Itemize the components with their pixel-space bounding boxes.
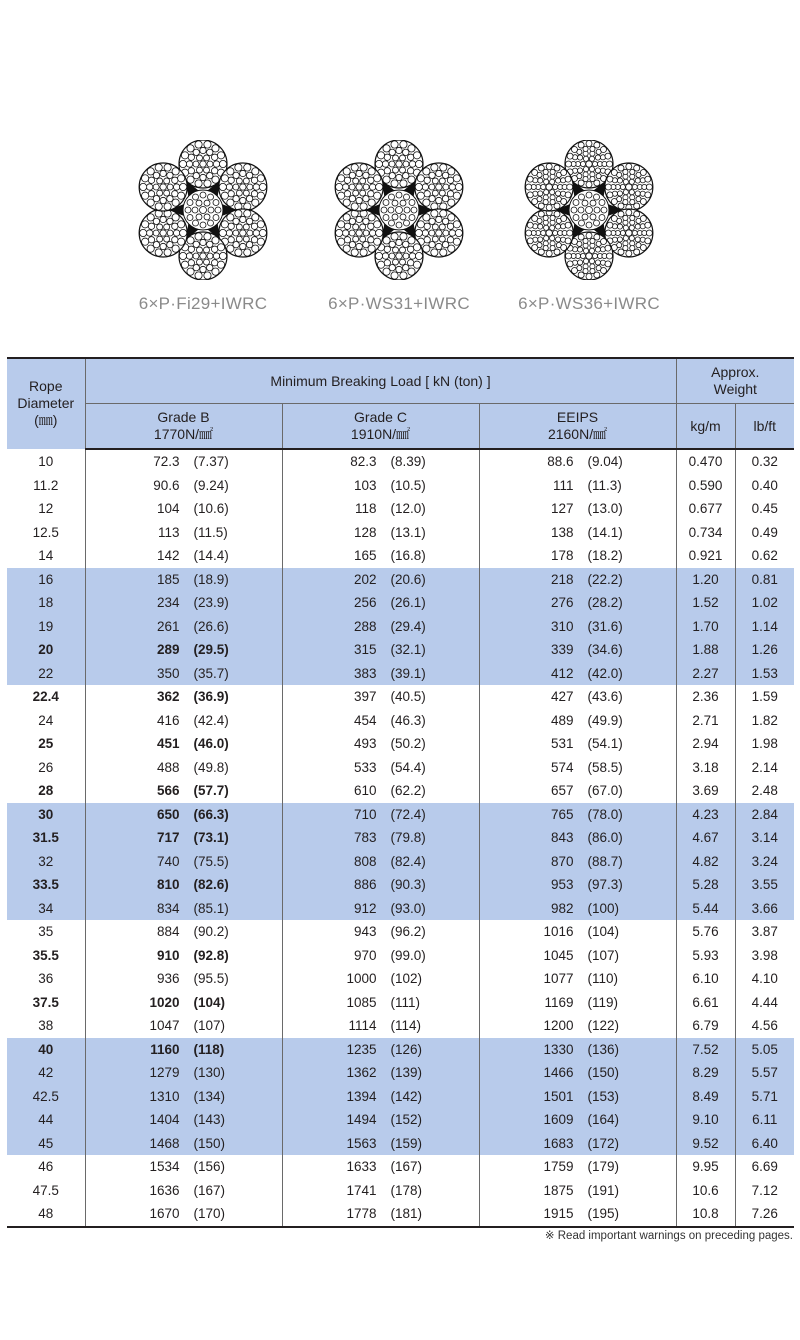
cell-c: 256 (26.1) (282, 591, 479, 615)
cell-c: 808 (82.4) (282, 850, 479, 874)
cell-b: 113 (11.5) (85, 521, 282, 545)
cell-b: 1636 (167) (85, 1179, 282, 1203)
table-row (7, 685, 794, 709)
cell-b: 350 (35.7) (85, 662, 282, 686)
cell-c: 943 (96.2) (282, 920, 479, 944)
cell-lb-per-ft: 3.14 (735, 826, 794, 850)
cell-c: 912 (93.0) (282, 897, 479, 921)
table-row (7, 568, 794, 592)
cell-e: 765 (78.0) (479, 803, 676, 827)
cell-b: 1468 (150) (85, 1132, 282, 1156)
cell-lb-per-ft: 2.48 (735, 779, 794, 803)
cell-b: 650 (66.3) (85, 803, 282, 827)
cell-kg-per-m: 0.677 (676, 497, 735, 521)
cell-b: 1310 (134) (85, 1085, 282, 1109)
rope-figure-ws36 (489, 140, 689, 314)
cell-diameter: 40 (7, 1038, 85, 1062)
table-row (7, 991, 794, 1015)
rope-cross-section-fi29-image (133, 140, 273, 280)
cell-b: 1047 (107) (85, 1014, 282, 1038)
cell-b: 72.3 (7.37) (85, 449, 282, 474)
cell-lb-per-ft: 7.12 (735, 1179, 794, 1203)
cell-b: 261 (26.6) (85, 615, 282, 639)
table-row (7, 709, 794, 733)
cell-diameter: 44 (7, 1108, 85, 1132)
cell-lb-per-ft: 6.40 (735, 1132, 794, 1156)
cell-kg-per-m: 5.44 (676, 897, 735, 921)
cell-lb-per-ft: 7.26 (735, 1202, 794, 1227)
cell-diameter: 30 (7, 803, 85, 827)
cell-kg-per-m: 2.27 (676, 662, 735, 686)
header-grade-b: Grade B 1770N/㎟ (85, 404, 282, 450)
cell-c: 783 (79.8) (282, 826, 479, 850)
cell-kg-per-m: 1.88 (676, 638, 735, 662)
table-row (7, 803, 794, 827)
cell-lb-per-ft: 1.82 (735, 709, 794, 733)
cell-e: 1330 (136) (479, 1038, 676, 1062)
rope-figures (0, 140, 800, 330)
cell-c: 1362 (139) (282, 1061, 479, 1085)
rope-cross-section-ws31-image (329, 140, 469, 280)
cell-e: 843 (86.0) (479, 826, 676, 850)
rope-cross-section-ws36-image (519, 140, 659, 280)
cell-lb-per-ft: 6.69 (735, 1155, 794, 1179)
cell-e: 1759 (179) (479, 1155, 676, 1179)
cell-diameter: 16 (7, 568, 85, 592)
cell-lb-per-ft: 3.87 (735, 920, 794, 944)
table-row (7, 497, 794, 521)
cell-b: 416 (42.4) (85, 709, 282, 733)
cell-c: 202 (20.6) (282, 568, 479, 592)
cell-diameter: 34 (7, 897, 85, 921)
rope-figure-ws31 (299, 140, 499, 314)
cell-kg-per-m: 1.20 (676, 568, 735, 592)
cell-lb-per-ft: 3.24 (735, 850, 794, 874)
cell-c: 82.3 (8.39) (282, 449, 479, 474)
cell-b: 185 (18.9) (85, 568, 282, 592)
cell-kg-per-m: 7.52 (676, 1038, 735, 1062)
cell-kg-per-m: 6.10 (676, 967, 735, 991)
table-row (7, 1014, 794, 1038)
table-row (7, 474, 794, 498)
cell-diameter: 47.5 (32, 1182, 59, 1198)
table-row (7, 521, 794, 545)
table-row (7, 897, 794, 921)
cell-e: 1875 (191) (479, 1179, 676, 1203)
cell-diameter: 22.4 (32, 689, 59, 705)
cell-e: 339 (34.6) (479, 638, 676, 662)
cell-c: 1114 (114) (282, 1014, 479, 1038)
cell-diameter: 32 (7, 850, 85, 874)
cell-e: 1045 (107) (479, 944, 676, 968)
cell-e: 870 (88.7) (479, 850, 676, 874)
cell-c: 970 (99.0) (282, 944, 479, 968)
cell-kg-per-m: 3.18 (676, 756, 735, 780)
cell-kg-per-m: 1.52 (676, 591, 735, 615)
table-row (7, 615, 794, 639)
cell-b: 289 (29.5) (85, 638, 282, 662)
cell-b: 717 (73.1) (85, 826, 282, 850)
cell-diameter: 20 (7, 638, 85, 662)
cell-diameter: 19 (7, 615, 85, 639)
table-row (7, 1108, 794, 1132)
cell-diameter: 48 (7, 1202, 85, 1227)
cell-e: 1200 (122) (479, 1014, 676, 1038)
cell-lb-per-ft: 3.66 (735, 897, 794, 921)
cell-kg-per-m: 1.70 (676, 615, 735, 639)
cell-c: 533 (54.4) (282, 756, 479, 780)
cell-kg-per-m: 9.95 (676, 1155, 735, 1179)
cell-lb-per-ft: 1.59 (735, 685, 794, 709)
cell-b: 1160 (118) (85, 1038, 282, 1062)
cell-diameter: 11.2 (33, 477, 59, 493)
cell-e: 1915 (195) (479, 1202, 676, 1227)
cell-e: 88.6 (9.04) (479, 449, 676, 474)
table-row (7, 1202, 794, 1227)
cell-kg-per-m: 10.8 (676, 1202, 735, 1227)
table-row (7, 591, 794, 615)
cell-lb-per-ft: 1.53 (735, 662, 794, 686)
cell-e: 1683 (172) (479, 1132, 676, 1156)
cell-kg-per-m: 2.71 (676, 709, 735, 733)
cell-lb-per-ft: 1.02 (735, 591, 794, 615)
cell-e: 1609 (164) (479, 1108, 676, 1132)
cell-lb-per-ft: 0.32 (735, 449, 794, 474)
cell-diameter: 36 (38, 971, 54, 987)
breaking-load-table (7, 357, 794, 1228)
cell-kg-per-m: 6.61 (676, 991, 735, 1015)
cell-diameter: 42.5 (7, 1085, 85, 1109)
header-kg-per-m: kg/m (676, 404, 735, 450)
cell-e: 218 (22.2) (479, 568, 676, 592)
cell-c: 610 (62.2) (282, 779, 479, 803)
cell-kg-per-m: 5.93 (676, 944, 735, 968)
rope-figure-fi29 (103, 140, 303, 314)
table-row (7, 850, 794, 874)
table-row (7, 1085, 794, 1109)
cell-diameter: 35.5 (32, 947, 59, 963)
cell-e: 953 (97.3) (479, 873, 676, 897)
cell-e: 111 (11.3) (479, 474, 676, 498)
cell-diameter: 37.5 (32, 994, 59, 1010)
cell-b: 488 (49.8) (85, 756, 282, 780)
cell-b: 362 (36.9) (85, 685, 282, 709)
table-row (7, 449, 794, 474)
cell-c: 1394 (142) (282, 1085, 479, 1109)
cell-lb-per-ft: 0.81 (735, 568, 794, 592)
cell-kg-per-m: 4.82 (676, 850, 735, 874)
table-row (7, 638, 794, 662)
rope-caption-ws31: 6×P·WS31+IWRC (328, 294, 470, 313)
cell-b: 1279 (130) (85, 1061, 282, 1085)
cell-kg-per-m: 4.67 (676, 826, 735, 850)
header-minimum-breaking-load: Minimum Breaking Load [ kN (ton) ] (85, 358, 676, 404)
cell-c: 288 (29.4) (282, 615, 479, 639)
cell-kg-per-m: 0.734 (676, 521, 735, 545)
cell-kg-per-m: 9.10 (676, 1108, 735, 1132)
cell-c: 454 (46.3) (282, 709, 479, 733)
cell-diameter: 12 (38, 501, 54, 517)
cell-e: 489 (49.9) (479, 709, 676, 733)
header-rope-diameter: Rope Diameter (㎜) (7, 358, 85, 449)
cell-c: 165 (16.8) (282, 544, 479, 568)
cell-diameter: 14 (38, 548, 54, 564)
cell-b: 1404 (143) (85, 1108, 282, 1132)
cell-c: 1741 (178) (282, 1179, 479, 1203)
rope-caption-ws36: 6×P·WS36+IWRC (518, 294, 660, 313)
cell-kg-per-m: 5.76 (676, 920, 735, 944)
footnote-warning: ※ Read important warnings on preceding pages. (544, 1230, 793, 1242)
cell-diameter: 33.5 (7, 873, 85, 897)
table-row (7, 779, 794, 803)
cell-b: 566 (57.7) (85, 779, 282, 803)
cell-c: 886 (90.3) (282, 873, 479, 897)
cell-diameter: 31.5 (7, 826, 85, 850)
cell-e: 276 (28.2) (479, 591, 676, 615)
cell-b: 936 (95.5) (85, 967, 282, 991)
table-row (7, 944, 794, 968)
cell-e: 1169 (119) (479, 991, 676, 1015)
cell-lb-per-ft: 6.11 (735, 1108, 794, 1132)
cell-e: 531 (54.1) (479, 732, 676, 756)
cell-kg-per-m: 2.94 (676, 732, 735, 756)
table-row (7, 1132, 794, 1156)
cell-c: 103 (10.5) (282, 474, 479, 498)
cell-e: 310 (31.6) (479, 615, 676, 639)
cell-kg-per-m: 10.6 (676, 1179, 735, 1203)
cell-b: 234 (23.9) (85, 591, 282, 615)
table-row (7, 756, 794, 780)
cell-diameter: 25 (38, 736, 54, 752)
cell-lb-per-ft: 1.14 (735, 615, 794, 639)
cell-lb-per-ft: 1.98 (735, 732, 794, 756)
cell-diameter: 10 (38, 454, 54, 469)
cell-diameter: 38 (38, 1018, 54, 1034)
cell-c: 118 (12.0) (282, 497, 479, 521)
cell-kg-per-m: 0.590 (676, 474, 735, 498)
cell-b: 90.6 (9.24) (85, 474, 282, 498)
cell-lb-per-ft: 1.26 (735, 638, 794, 662)
table-row (7, 1038, 794, 1062)
cell-lb-per-ft: 2.14 (735, 756, 794, 780)
cell-e: 1501 (153) (479, 1085, 676, 1109)
table-row (7, 1155, 794, 1179)
cell-diameter: 35 (38, 924, 54, 940)
cell-kg-per-m: 6.79 (676, 1014, 735, 1038)
table-row (7, 873, 794, 897)
cell-diameter: 28 (38, 783, 54, 799)
table-row (7, 662, 794, 686)
cell-lb-per-ft: 0.40 (735, 474, 794, 498)
cell-b: 834 (85.1) (85, 897, 282, 921)
cell-kg-per-m: 2.36 (676, 685, 735, 709)
cell-b: 1670 (170) (85, 1202, 282, 1227)
cell-kg-per-m: 0.921 (676, 544, 735, 568)
cell-c: 710 (72.4) (282, 803, 479, 827)
cell-c: 1778 (181) (282, 1202, 479, 1227)
cell-kg-per-m: 8.49 (676, 1085, 735, 1109)
cell-e: 427 (43.6) (479, 685, 676, 709)
cell-lb-per-ft: 2.84 (735, 803, 794, 827)
table-row (7, 826, 794, 850)
cell-c: 1633 (167) (282, 1155, 479, 1179)
cell-c: 493 (50.2) (282, 732, 479, 756)
cell-b: 740 (75.5) (85, 850, 282, 874)
cell-lb-per-ft: 0.62 (735, 544, 794, 568)
header-approx-weight: Approx. Weight (676, 358, 794, 404)
table-row (7, 544, 794, 568)
cell-diameter: 12.5 (32, 524, 59, 540)
cell-kg-per-m: 8.29 (676, 1061, 735, 1085)
table-row (7, 732, 794, 756)
cell-diameter: 42 (7, 1061, 85, 1085)
cell-c: 1494 (152) (282, 1108, 479, 1132)
cell-b: 451 (46.0) (85, 732, 282, 756)
cell-b: 1020 (104) (85, 991, 282, 1015)
cell-lb-per-ft: 3.98 (735, 944, 794, 968)
cell-kg-per-m: 4.23 (676, 803, 735, 827)
cell-e: 1077 (110) (479, 967, 676, 991)
cell-e: 982 (100) (479, 897, 676, 921)
cell-c: 1235 (126) (282, 1038, 479, 1062)
cell-lb-per-ft: 5.05 (735, 1038, 794, 1062)
cell-diameter: 45 (7, 1132, 85, 1156)
cell-b: 104 (10.6) (85, 497, 282, 521)
cell-lb-per-ft: 4.56 (735, 1014, 794, 1038)
cell-diameter: 22 (7, 662, 85, 686)
cell-e: 1016 (104) (479, 920, 676, 944)
cell-lb-per-ft: 0.45 (735, 497, 794, 521)
cell-c: 1085 (111) (282, 991, 479, 1015)
rope-caption-fi29: 6×P·Fi29+IWRC (138, 294, 268, 313)
cell-b: 810 (82.6) (85, 873, 282, 897)
cell-e: 412 (42.0) (479, 662, 676, 686)
cell-e: 657 (67.0) (479, 779, 676, 803)
cell-lb-per-ft: 4.10 (735, 967, 794, 991)
header-grade-c: Grade C 1910N/㎟ (282, 404, 479, 450)
cell-c: 1000 (102) (282, 967, 479, 991)
cell-kg-per-m: 5.28 (676, 873, 735, 897)
header-eeips: EEIPS 2160N/㎟ (479, 404, 676, 450)
cell-e: 1466 (150) (479, 1061, 676, 1085)
cell-lb-per-ft: 3.55 (735, 873, 794, 897)
cell-b: 142 (14.4) (85, 544, 282, 568)
cell-c: 383 (39.1) (282, 662, 479, 686)
table-row (7, 920, 794, 944)
table-row (7, 1179, 794, 1203)
header-lb-per-ft: lb/ft (735, 404, 794, 450)
cell-c: 315 (32.1) (282, 638, 479, 662)
cell-c: 128 (13.1) (282, 521, 479, 545)
cell-diameter: 24 (38, 712, 54, 728)
cell-e: 574 (58.5) (479, 756, 676, 780)
cell-kg-per-m: 9.52 (676, 1132, 735, 1156)
cell-diameter: 26 (38, 759, 54, 775)
cell-kg-per-m: 3.69 (676, 779, 735, 803)
cell-b: 910 (92.8) (85, 944, 282, 968)
table-row (7, 967, 794, 991)
cell-b: 884 (90.2) (85, 920, 282, 944)
cell-e: 127 (13.0) (479, 497, 676, 521)
cell-lb-per-ft: 5.71 (735, 1085, 794, 1109)
cell-b: 1534 (156) (85, 1155, 282, 1179)
cell-lb-per-ft: 4.44 (735, 991, 794, 1015)
cell-lb-per-ft: 5.57 (735, 1061, 794, 1085)
cell-diameter: 18 (7, 591, 85, 615)
cell-c: 1563 (159) (282, 1132, 479, 1156)
table-row (7, 1061, 794, 1085)
cell-diameter: 46 (38, 1159, 54, 1175)
cell-e: 138 (14.1) (479, 521, 676, 545)
cell-kg-per-m: 0.470 (676, 449, 735, 474)
cell-lb-per-ft: 0.49 (735, 521, 794, 545)
cell-c: 397 (40.5) (282, 685, 479, 709)
cell-e: 178 (18.2) (479, 544, 676, 568)
